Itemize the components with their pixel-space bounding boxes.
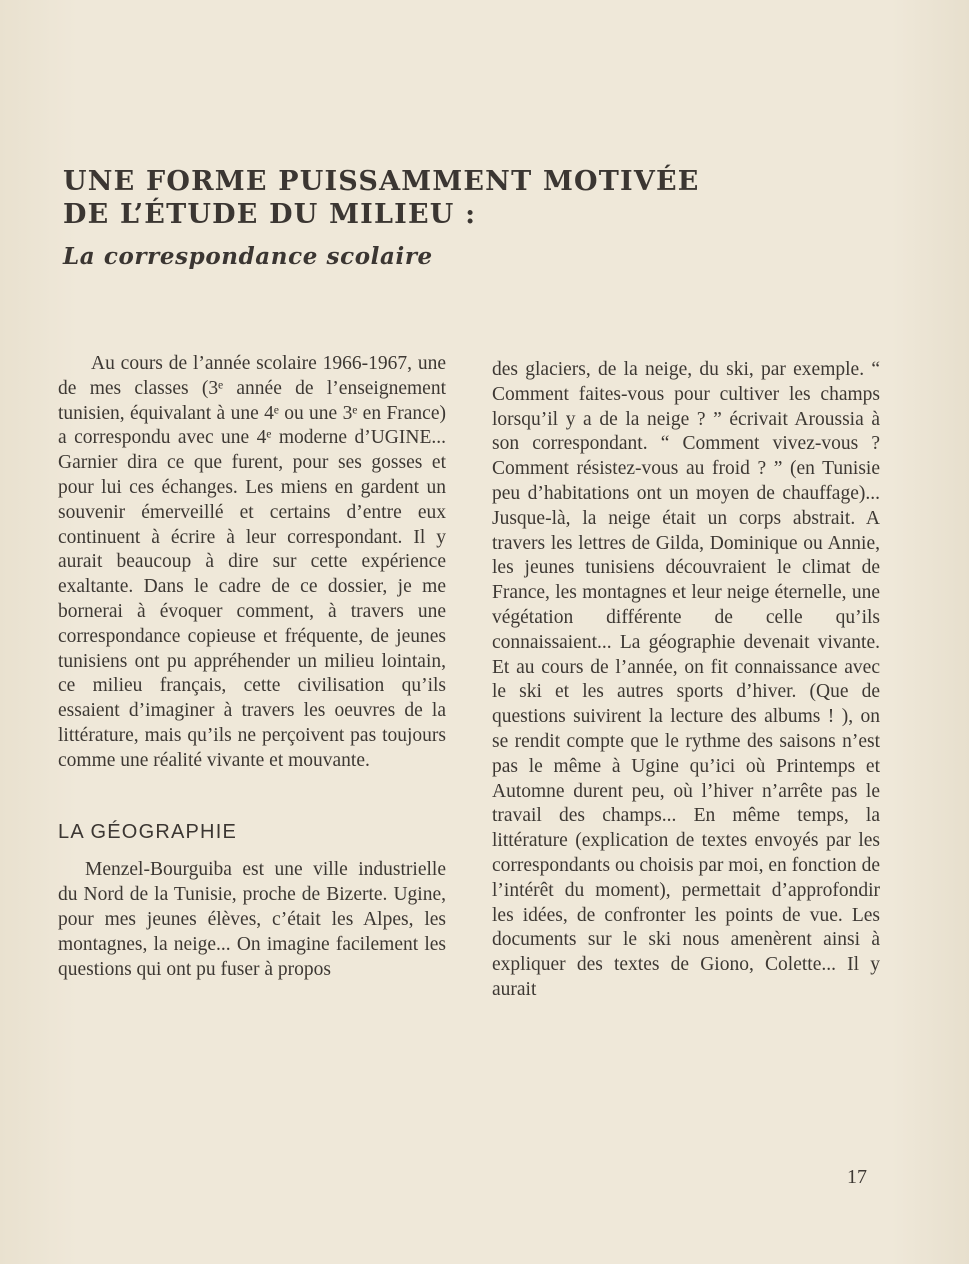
- left-column: [58, 352, 446, 982]
- geography-paragraph: Menzel-Bourguiba est une ville industrielle du Nord de la Tunisie, proche de Bizerte. Ugine, pour mes jeunes élèves, c’était les Alpes, les montagnes, la neige... On imagine facilement les questions qui ont pu fuser à propos: [58, 859, 446, 980]
- article-subtitle: La correspondance scolaire: [63, 243, 433, 270]
- title-line-2: DE L’ÉTUDE DU MILIEU :: [63, 199, 477, 230]
- page-number: 17: [847, 1166, 867, 1188]
- article-title: [63, 165, 783, 231]
- section-heading-geographie: LA GÉOGRAPHIE: [58, 820, 237, 843]
- intro-paragraph: Au cours de l’année scolaire 1966-1967, une de mes classes (3ᵉ année de l’enseignement tunisien, équivalant à une 4ᵉ ou une 3ᵉ en France) a correspondu avec une 4ᵉ moderne d’UGINE... Garnier dira ce que furent, pour ses gosses et pour lui ces échanges. Les miens en gardent un souvenir émerveillé et certains d’entre eux continuent à écrire à leur correspondant. Il y aurait beaucoup à dire sur cette expérience exaltante. Dans le cadre de ce dossier, je me bornerai à évoquer comment, à travers une correspondance copieuse et fréquente, de jeunes tunisiens ont pu appréhender un milieu lointain, ce milieu français, cette civilisation qu’ils essaient d’imaginer à travers les oeuvres de la littérature, mais qu’ils ne perçoivent pas toujours comme une réalité vivante et mouvante.: [58, 353, 446, 771]
- continued-paragraph: des glaciers, de la neige, du ski, par exemple. “ Comment faites-vous pour cultiver les champs lorsqu’il y a de la neige ? ” écrivait Aroussia à son correspondant. “ Comment vivez-vous ? Comment résistez-vous au froid ? ” (en Tunisie peu d’habitations ont un moyen de chauffage)... Jusque-là, la neige était un corps abstrait. A travers les lettres de Gilda, Dominique ou Annie, les jeunes tunisiens découvraient le climat de France, les montagnes et leur neige éternelle, une végétation différente de celle qu’ils connaissaient... La géographie devenait vivante. Et au cours de l’année, on fit connaissance avec le ski et les autres sports d’hiver. (Que de questions suivirent la lecture des albums ! ), on se rendit compte que le rythme des saisons n’est pas le même à Ugine qu’ici où Printemps et Automne durent peu, où l’hiver n’arrête pas le travail des champs... En même temps, la littérature (explication de textes envoyés par les correspondants ou choisis par moi, en fonction de l’intérêt du moment), permettait d’approfondir les idées, de confronter les points de vue. Les documents sur le ski nous amenèrent ainsi à expliquer des textes de Giono, Colette... Il y aurait: [492, 359, 880, 1000]
- title-line-1: UNE FORME PUISSAMMENT MOTIVÉE: [63, 166, 700, 197]
- right-column: [492, 358, 880, 1003]
